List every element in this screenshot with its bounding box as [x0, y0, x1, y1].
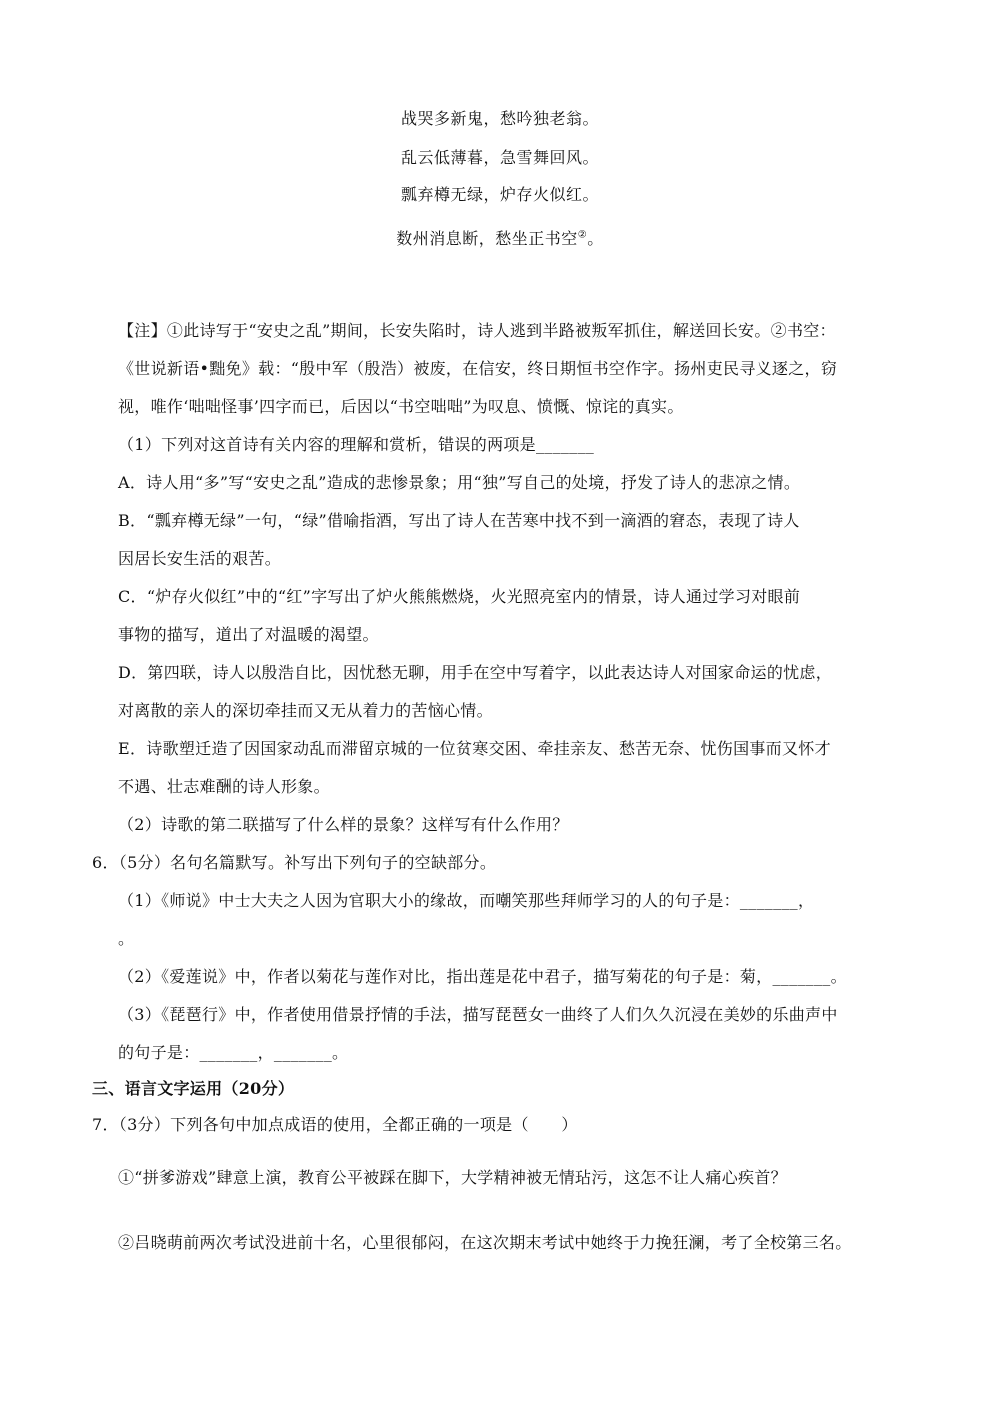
q5-sub2-stem: （2）诗歌的第二联描写了什么样的景象？这样写有什么作用？ — [118, 815, 569, 834]
poem-line-3: 瓢弃樽无绿，炉存火似红。 — [400, 185, 599, 204]
poem-line-2: 乱云低薄暮，急雪舞回风。 — [400, 148, 599, 167]
q6-item-2: （2）《爱莲说》中，作者以菊花与莲作对比，指出莲是花中君子，描写菊花的句子是：菊，_______。 — [118, 967, 847, 986]
q6-item-3: （3）《琵琶行》中，作者使用借景抒情的手法，描写琵琶女一曲终了人们久久沉浸在美妙的乐曲声中 — [118, 1005, 838, 1024]
q7-item-1: ①“拼爹游戏”肆意上演，教育公平被踩在脚下，大学精神被无情玷污，这怎不让人痛心疾首？ — [118, 1168, 787, 1187]
poem-line-4 — [0, 226, 1000, 249]
poem-line-4-end: 。 — [587, 229, 604, 248]
note-line-3: 视，唯作‘咄咄怪事’四字而已，后因以“书空咄咄”为叹息、愤慨、惊诧的真实。 — [118, 397, 684, 416]
note-line-1: 【注】①此诗写于“安史之乱”期间，长安失陷时，诗人逃到半路被叛军抓住，解送回长安。②书空： — [118, 321, 836, 340]
q5-option-e: E．诗歌塑迁造了因国家动乱而滞留京城的一位贫寒交困、牵挂亲友、愁苦无奈、忧伤国事而又怀才 — [118, 739, 831, 758]
q5-option-c: C．“炉存火似红”中的“红”字写出了炉火熊熊燃烧，火光照亮室内的情景，诗人通过学习对眼前 — [118, 587, 801, 606]
q7-item-2: ②吕晓萌前两次考试没进前十名，心里很郁闷，在这次期末考试中她终于力挽狂澜，考了全校第三名。 — [118, 1233, 852, 1252]
q5-option-e-cont: 不遇、壮志难酬的诗人形象。 — [118, 777, 330, 796]
q6-item-1-cont: 。 — [118, 929, 135, 948]
q5-option-a: A．诗人用“多”写“安史之乱”造成的悲惨景象；用“独”写自己的处境，抒发了诗人的悲凉之情。 — [118, 473, 801, 492]
q6-item-1: （1）《师说》中士大夫之人因为官职大小的缘故，而嘲笑那些拜师学习的人的句子是：_______， — [118, 891, 815, 910]
q6-stem: 6．（5分）名句名篇默写。补写出下列句子的空缺部分。 — [92, 853, 497, 872]
q5-option-d: D．第四联，诗人以殷浩自比，因忧愁无聊，用手在空中写着字，以此表达诗人对国家命运的忧虑， — [118, 663, 833, 682]
note-line-2: 《世说新语•黜免》载：“殷中军（殷浩）被废，在信安，终日期恒书空作字。扬州吏民寻义逐之，窃 — [118, 359, 838, 378]
q5-option-b: B．“瓢弃樽无绿”一句，“绿”借喻指酒，写出了诗人在苦寒中找不到一滴酒的窘态，表现了诗人 — [118, 511, 800, 530]
section-3-title: 三、语言文字运用（20分） — [92, 1079, 295, 1098]
q7-stem: 7．（3分）下列各句中加点成语的使用，全都正确的一项是（ ） — [92, 1115, 578, 1134]
q5-option-c-cont: 事物的描写，道出了对温暖的渴望。 — [118, 625, 379, 644]
poem-line-1: 战哭多新鬼，愁吟独老翁。 — [400, 109, 599, 128]
poem-line-4-text: 数州消息断，愁坐正书空 — [396, 229, 578, 248]
q6-item-3-cont: 的句子是：_______，_______。 — [118, 1043, 349, 1062]
q5-option-b-cont: 因居长安生活的艰苦。 — [118, 549, 282, 568]
q5-option-d-cont: 对离散的亲人的深切牵挂而又无从着力的苦恼心情。 — [118, 701, 493, 720]
footnote-mark: ② — [577, 229, 588, 241]
q5-sub1-stem: （1）下列对这首诗有关内容的理解和赏析，错误的两项是_______ — [118, 435, 595, 454]
